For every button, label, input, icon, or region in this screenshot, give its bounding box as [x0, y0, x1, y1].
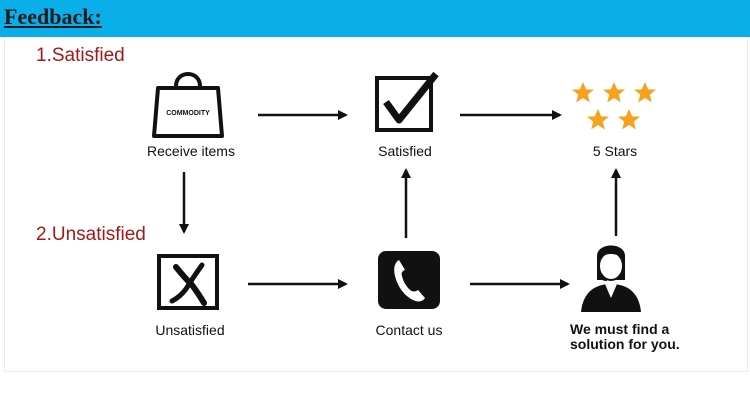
- bag-text: COMMODITY: [166, 110, 210, 117]
- node-label-unsatisfied: Unsatisfied: [155, 322, 225, 338]
- bottom-margin: [0, 372, 750, 414]
- section-label-unsatisfied: 2.Unsatisfied: [36, 224, 146, 245]
- page-title: Feedback:: [4, 4, 102, 29]
- node-label-contact-us: Contact us: [375, 322, 443, 338]
- node-label-satisfied: Satisfied: [378, 143, 432, 159]
- node-label-solution: We must find a solution for you.: [570, 321, 680, 352]
- section-label-satisfied: 1.Satisfied: [36, 45, 125, 66]
- node-label-receive-items: Receive items: [147, 143, 235, 159]
- node-label-5-stars: 5 Stars: [592, 143, 638, 159]
